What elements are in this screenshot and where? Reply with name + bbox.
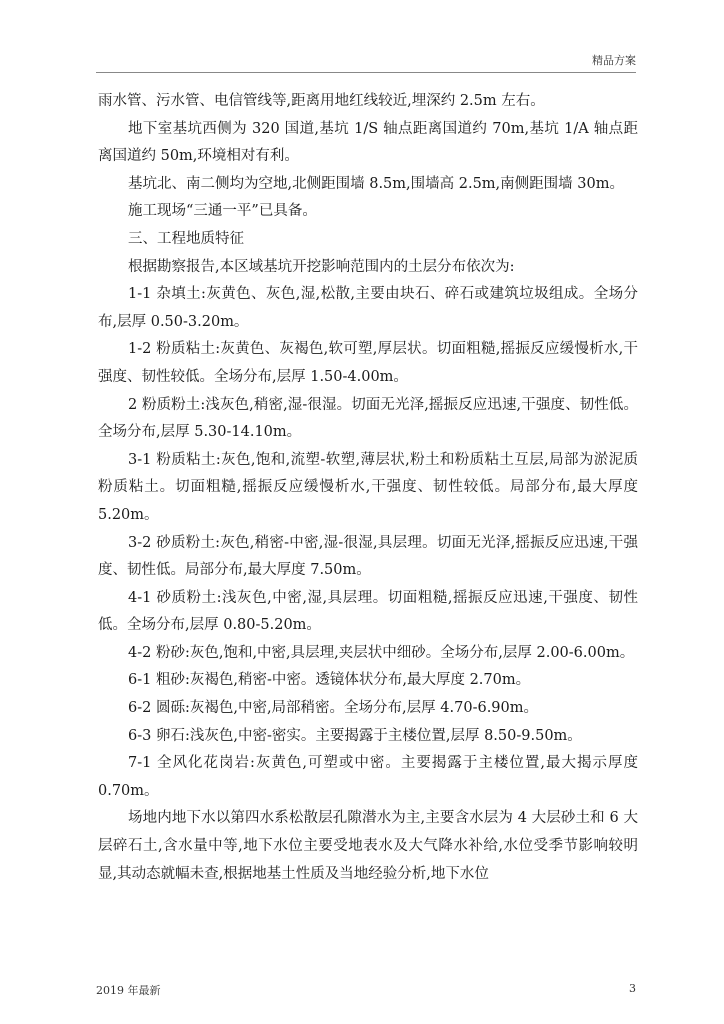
paragraph: 地下室基坑西侧为 320 国道,基坑 1/S 轴点距离国道约 70m,基坑 1/A 轴点距离国道约 50m,环境相对有利。 bbox=[98, 120, 638, 165]
header-title: 精品方案 bbox=[592, 54, 636, 67]
soil-layer-item: 2 粉质粉土:浅灰色,稍密,湿-很湿。切面无光泽,摇振反应迅速,干强度、韧性低。全场分布,层厚 5.30-14.10m。 bbox=[98, 396, 638, 441]
page-number: 3 bbox=[629, 982, 636, 995]
soil-layer-item: 3-1 粉质粘土:灰色,饱和,流塑-软塑,薄层状,粉土和粉质粘土互层,局部为淤泥质粉质粘土。切面粗糙,摇振反应缓慢析水,干强度、韧性较低。局部分布,最大厚度 5.20m。 bbox=[98, 451, 638, 523]
paragraph: 基坑北、南二侧均为空地,北侧距围墙 8.5m,围墙高 2.5m,南侧距围墙 30m。 bbox=[128, 175, 624, 192]
header-divider bbox=[96, 72, 636, 73]
section-heading: 三、工程地质特征 bbox=[128, 230, 244, 247]
soil-layer-item: 6-2 圆砾:灰褐色,中密,局部稍密。全场分布,层厚 4.70-6.90m。 bbox=[128, 700, 538, 717]
paragraph: 雨水管、污水管、电信管线等,距离用地红线较近,埋深约 2.5m 左右。 bbox=[98, 93, 545, 109]
soil-layer-item: 4-1 砂质粉土:浅灰色,中密,湿,具层理。切面粗糙,摇振反应迅速,干强度、韧性低。全场分布,层厚 0.80-5.20m。 bbox=[98, 589, 638, 634]
paragraph: 根据勘察报告,本区域基坑开挖影响范围内的土层分布依次为: bbox=[128, 258, 515, 275]
soil-layer-item: 6-1 粗砂:灰褐色,稍密-中密。透镜体状分布,最大厚度 2.70m。 bbox=[128, 672, 531, 689]
soil-layer-item: 1-2 粉质粘土:灰黄色、灰褐色,软可塑,厚层状。切面粗糙,摇振反应缓慢析水,干强度、韧性较低。全场分布,层厚 1.50-4.00m。 bbox=[98, 341, 638, 385]
soil-layer-item: 7-1 全风化花岗岩:灰黄色,可塑或中密。主要揭露于主楼位置,最大揭示厚度 0.70m。 bbox=[98, 755, 638, 799]
soil-layer-item: 4-2 粉砂:灰色,饱和,中密,具层理,夹层状中细砂。全场分布,层厚 2.00-6.00m。 bbox=[128, 644, 635, 661]
document-body bbox=[98, 88, 638, 888]
soil-layer-item: 6-3 卵石:浅灰色,中密-密实。主要揭露于主楼位置,层厚 8.50-9.50m。 bbox=[128, 727, 582, 744]
paragraph: 施工现场“三通一平”已具备。 bbox=[128, 203, 317, 220]
footer-label: 2019 年最新 bbox=[96, 984, 161, 997]
soil-layer-item: 3-2 砂质粉土:灰色,稍密-中密,湿-很湿,具层理。切面无光泽,摇振反应迅速,干强度、韧性低。局部分布,最大厚度 7.50m。 bbox=[98, 534, 638, 579]
soil-layer-item: 1-1 杂填土:灰黄色、灰色,湿,松散,主要由块石、碎石或建筑垃圾组成。全场分布,层厚 0.50-3.20m。 bbox=[98, 286, 638, 330]
paragraph: 场地内地下水以第四水系松散层孔隙潜水为主,主要含水层为 4 大层砂土和 6 大层碎石土,含水量中等,地下水位主要受地表水及大气降水补给,水位受季节影响较明显,其动态就幅未查,根据地基土性质及当地经验分析,地下水位 bbox=[98, 810, 638, 882]
